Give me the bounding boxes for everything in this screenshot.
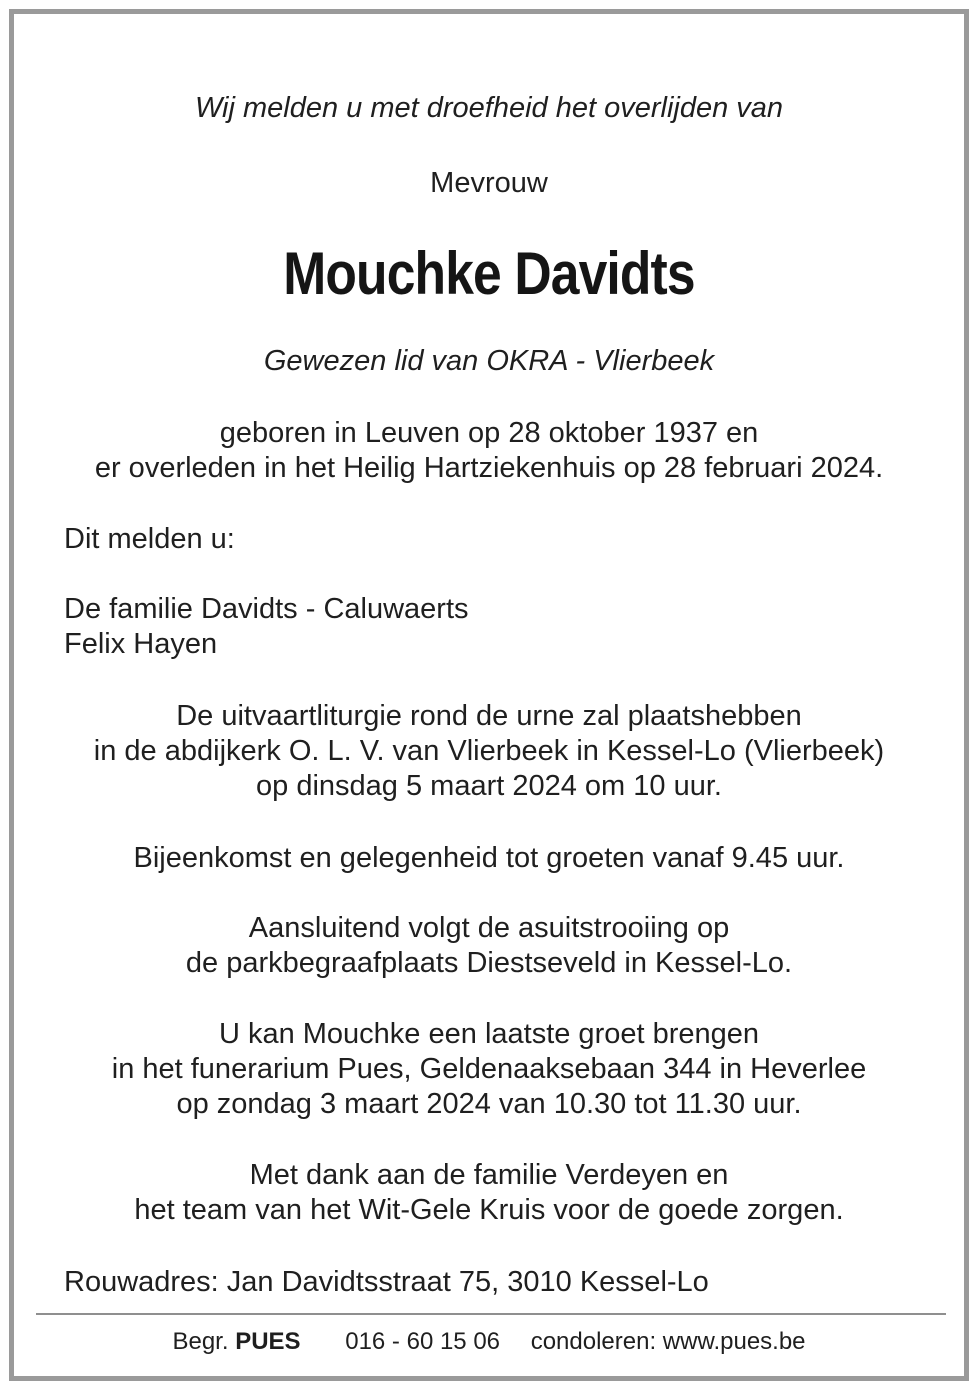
visitation-line: U kan Mouchke een laatste groet brengen — [218, 1018, 760, 1050]
family-line: De familie Davidts - Caluwaerts — [64, 593, 469, 625]
gathering-text: Bijeenkomst en gelegenheid tot groeten vanaf 9.45 uur. — [133, 842, 845, 874]
footer-divider — [36, 1313, 946, 1315]
announced-by-label: Dit melden u: — [64, 523, 235, 555]
visitation-line: in het funerarium Pues, Geldenaaksebaan 344 in Heverlee — [111, 1053, 867, 1085]
birth-line-2: er overleden in het Heilig Hartziekenhuis op 28 februari 2024. — [94, 452, 884, 484]
birth-line-1: geboren in Leuven op 28 oktober 1937 en — [219, 417, 759, 449]
intro-text: Wij melden u met droefheid het overlijden van — [194, 92, 784, 124]
liturgy-line: De uitvaartliturgie rond de urne zal plaatshebben — [176, 700, 802, 732]
obituary-card — [9, 9, 969, 1381]
thanks-line: het team van het Wit-Gele Kruis voor de goede zorgen. — [134, 1194, 844, 1226]
mourning-address: Rouwadres: Jan Davidtsstraat 75, 3010 Kessel-Lo — [64, 1266, 709, 1298]
footer — [14, 1327, 964, 1357]
phone-number: 016 - 60 15 06 — [345, 1328, 501, 1355]
scattering-line: Aansluitend volgt de asuitstrooiing op — [248, 912, 730, 944]
visitation-line: op zondag 3 maart 2024 van 10.30 tot 11.30 uur. — [176, 1088, 802, 1120]
liturgy-line: op dinsdag 5 maart 2024 om 10 uur. — [256, 770, 722, 802]
undertaker-name: PUES — [235, 1328, 301, 1355]
deceased-name: Mouchke Davidts — [283, 240, 695, 307]
membership-text: Gewezen lid van OKRA - Vlierbeek — [263, 345, 715, 377]
family-line: Felix Hayen — [64, 628, 218, 660]
undertaker-prefix: Begr. — [172, 1328, 229, 1355]
salutation: Mevrouw — [430, 167, 548, 199]
thanks-line: Met dank aan de familie Verdeyen en — [249, 1159, 729, 1191]
scattering-line: de parkbegraafplaats Diestseveld in Kessel-Lo. — [185, 947, 793, 979]
condolences-link[interactable]: condoleren: www.pues.be — [530, 1328, 806, 1355]
liturgy-line: in de abdijkerk O. L. V. van Vlierbeek in Kessel-Lo (Vlierbeek) — [93, 735, 885, 767]
